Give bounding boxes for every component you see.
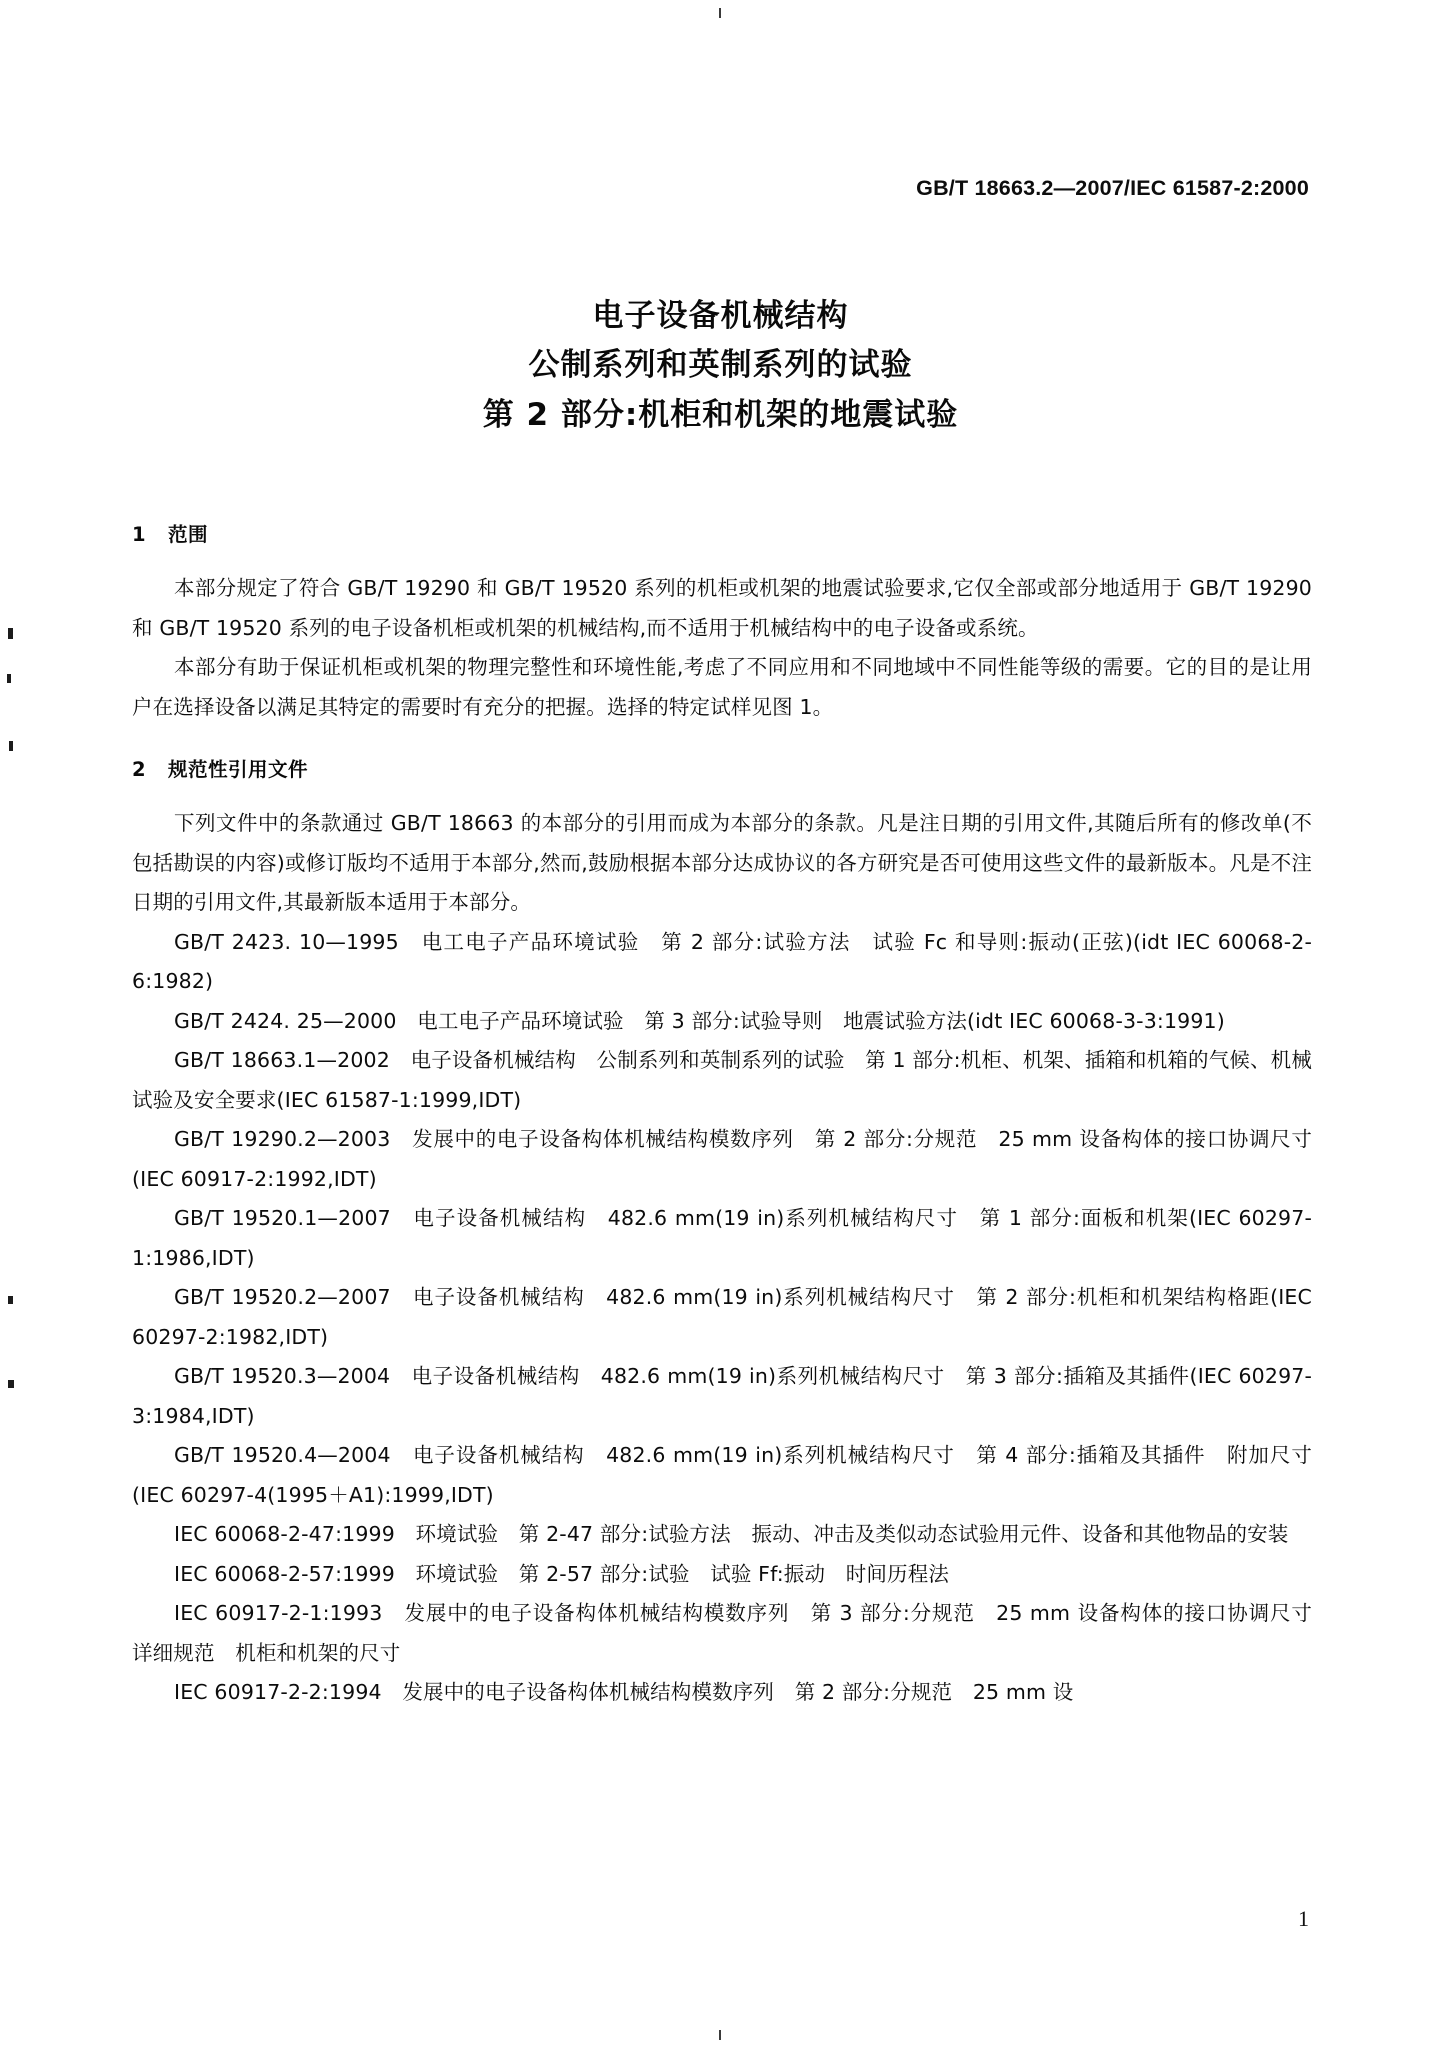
scan-artifact-3 [9, 741, 13, 751]
reference-item: GB/T 19290.2—2003 发展中的电子设备构体机械结构模数序列 第 2 部分:分规范 25 mm 设备构体的接口协调尺寸(IEC 60917-2:1992,IDT) [132, 1127, 1312, 1191]
reference-item: GB/T 19520.3—2004 电子设备机械结构 482.6 mm(19 in)系列机械结构尺寸 第 3 部分:插箱及其插件(IEC 60297-3:1984,IDT) [132, 1364, 1312, 1428]
spacer [132, 785, 1312, 804]
reference-item: IEC 60068-2-57:1999 环境试验 第 2-57 部分:试验 试验 Ff:振动 时间历程法 [174, 1561, 950, 1586]
document-body [132, 520, 1333, 1713]
top-registration-tick [719, 8, 721, 18]
section-title-2: 规范性引用文件 [168, 758, 309, 781]
scan-artifact-5 [8, 1380, 14, 1388]
reference-item: GB/T 18663.1—2002 电子设备机械结构 公制系列和英制系列的试验 第 1 部分:机柜、机架、插箱和机箱的气候、机械试验及安全要求(IEC 61587-1:1999,IDT) [132, 1048, 1312, 1112]
scan-artifact-1 [8, 628, 13, 639]
section-2-paragraph-1: 下列文件中的条款通过 GB/T 18663 的本部分的引用而成为本部分的条款。凡是注日期的引用文件,其随后所有的修改单(不包括勘误的内容)或修订版均不适用于本部分,然而,鼓励根据本部分达成协议的各方研究是否可使用这些文件的最新版本。凡是不注日期的引用文件,其最新版本适用于本部分。 [132, 811, 1312, 914]
section-title-1: 范围 [168, 523, 209, 546]
standard-title-block [0, 292, 1441, 441]
title-line-2: 公制系列和英制系列的试验 [528, 347, 913, 383]
section-number-1: 1 [132, 523, 147, 546]
reference-item: GB/T 19520.2—2007 电子设备机械结构 482.6 mm(19 in)系列机械结构尺寸 第 2 部分:机柜和机架结构格距(IEC 60297-2:1982,IDT) [132, 1285, 1312, 1349]
section-heading-2 [132, 755, 1312, 785]
section-heading-1 [132, 520, 1312, 550]
reference-item: IEC 60917-2-1:1993 发展中的电子设备构体机械结构模数序列 第 3 部分:分规范 25 mm 设备构体的接口协调尺寸 详细规范 机柜和机架的尺寸 [132, 1601, 1333, 1665]
page-number: 1 [1298, 1906, 1309, 1931]
spacer [132, 550, 1312, 569]
title-line-3: 第 2 部分:机柜和机架的地震试验 [482, 397, 959, 433]
reference-item: GB/T 2424. 25—2000 电工电子产品环境试验 第 3 部分:试验导则 地震试验方法(idt IEC 60068-3-3:1991) [174, 1008, 1225, 1033]
reference-item: IEC 60068-2-47:1999 环境试验 第 2-47 部分:试验方法 振动、冲击及类似动态试验用元件、设备和其他物品的安装 [174, 1522, 1289, 1546]
section-1-paragraph-1: 本部分规定了符合 GB/T 19290 和 GB/T 19520 系列的机柜或机架的地震试验要求,它仅全部或部分地适用于 GB/T 19290 和 GB/T 19520 系列的电子设备机柜或机架的机械结构,而不适用于机械结构中的电子设备或系统。 [132, 576, 1312, 640]
scan-artifact-2 [7, 674, 11, 683]
reference-item: IEC 60917-2-2:1994 发展中的电子设备构体机械结构模数序列 第 2 部分:分规范 25 mm 设 [174, 1680, 1074, 1704]
scan-artifact-4 [8, 1296, 13, 1304]
reference-item: GB/T 2423. 10—1995 电工电子产品环境试验 第 2 部分:试验方法 试验 Fc 和导则:振动(正弦)(idt IEC 60068-2-6:1982) [132, 929, 1312, 993]
bottom-registration-tick [719, 2030, 721, 2040]
running-head: GB/T 18663.2—2007/IEC 61587-2:2000 [916, 176, 1309, 200]
section-number-2: 2 [132, 758, 147, 781]
section-1-paragraph-2: 本部分有助于保证机柜或机架的物理完整性和环境性能,考虑了不同应用和不同地域中不同性能等级的需要。它的目的是让用户在选择设备以满足其特定的需要时有充分的把握。选择的特定试样见图 1。 [132, 655, 1312, 719]
reference-item: GB/T 19520.1—2007 电子设备机械结构 482.6 mm(19 in)系列机械结构尺寸 第 1 部分:面板和机架(IEC 60297-1:1986,IDT) [132, 1206, 1312, 1270]
title-line-1: 电子设备机械结构 [592, 298, 849, 334]
spacer [132, 727, 1312, 755]
reference-item: GB/T 19520.4—2004 电子设备机械结构 482.6 mm(19 in)系列机械结构尺寸 第 4 部分:插箱及其插件 附加尺寸(IEC 60297-4(1995＋A1):1999,IDT) [132, 1443, 1312, 1507]
